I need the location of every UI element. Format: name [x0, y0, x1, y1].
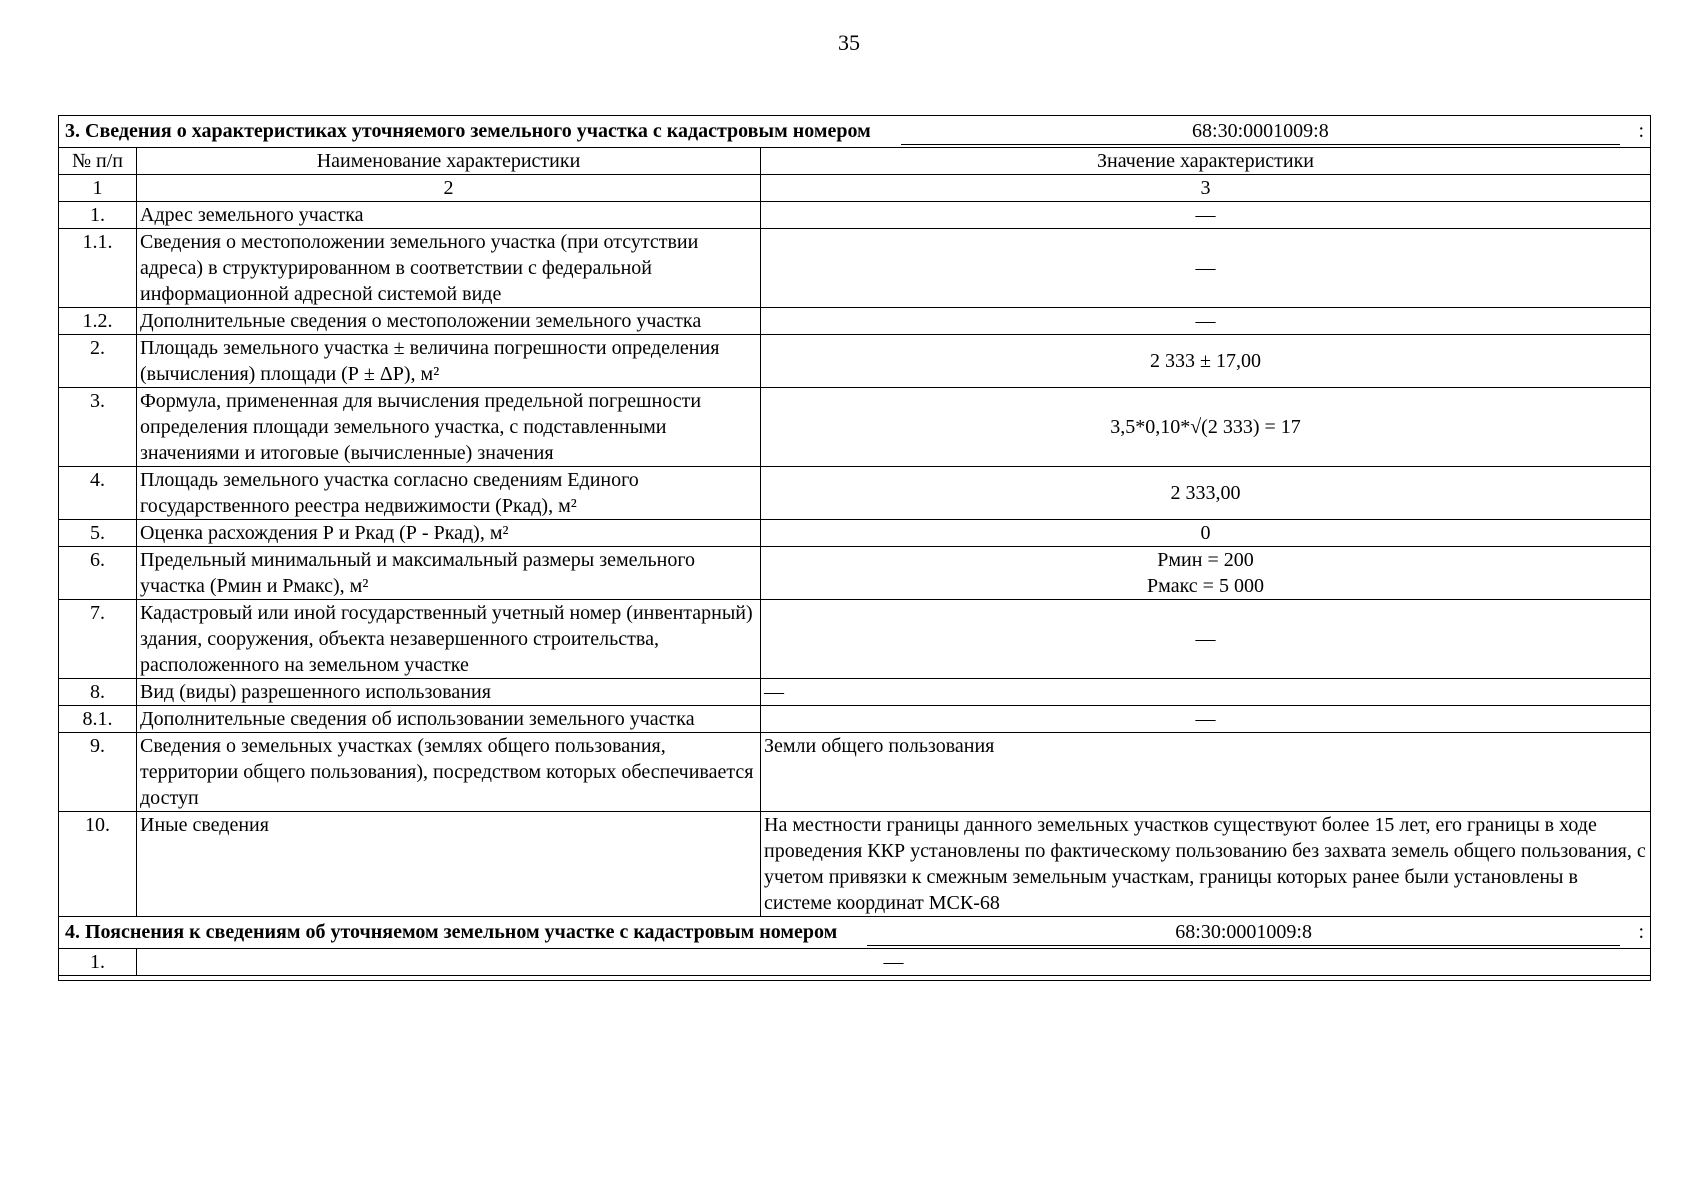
table-row [59, 229, 1651, 308]
row-name: Сведения о земельных участках (землях общего пользования, территории общего пользования), посредством которых обеспечивается доступ [137, 733, 761, 812]
characteristics-table [58, 115, 1651, 981]
table-row [59, 733, 1651, 812]
column-number-3: 3 [761, 175, 1651, 202]
row-name: Площадь земельного участка ± величина погрешности определения (вычисления) площади (Р ± ΔР), м² [137, 335, 761, 388]
row-name: Адрес земельного участка [137, 202, 761, 229]
row-number: 2. [59, 335, 137, 388]
section-4-header-row [59, 917, 1651, 949]
column-number-row [59, 175, 1651, 202]
table-row [59, 467, 1651, 520]
row-value: Земли общего пользования [761, 733, 1651, 812]
table-row [59, 679, 1651, 706]
row-number: 4. [59, 467, 137, 520]
row-value: — [761, 308, 1651, 335]
row-name: Вид (виды) разрешенного использования [137, 679, 761, 706]
row-number: 8.1. [59, 706, 137, 733]
row-number: 8. [59, 679, 137, 706]
row-value: 2 333,00 [761, 467, 1651, 520]
row-number: 9. [59, 733, 137, 812]
row-value-max: Рмакс = 5 000 [1147, 575, 1264, 597]
row-value: — [761, 679, 1651, 706]
page-number: 35 [838, 30, 860, 55]
column-header-name: Наименование характеристики [137, 148, 761, 175]
row-name: Дополнительные сведения о местоположении земельного участка [137, 308, 761, 335]
row-value: — [761, 600, 1651, 679]
table-row [59, 308, 1651, 335]
row-name: Оценка расхождения Р и Ркад (Р - Ркад), м² [137, 520, 761, 547]
row-name: Дополнительные сведения об использовании земельного участка [137, 706, 761, 733]
row-name: Иные сведения [137, 812, 761, 917]
row-name: Предельный минимальный и максимальный размеры земельного участка (Рмин и Рмакс), м² [137, 547, 761, 600]
table-row [59, 600, 1651, 679]
row-number: 10. [59, 812, 137, 917]
section-4-cadastral-number: 68:30:0001009:8 [867, 919, 1620, 946]
table-row [59, 547, 1651, 600]
row-value [761, 547, 1651, 600]
column-header-num: № п/п [59, 148, 137, 175]
table-row [59, 335, 1651, 388]
row-name: Формула, примененная для вычисления предельной погрешности определения площади земельного участка, с подставленными значениями и итоговые (вычисленные) значения [137, 388, 761, 467]
row-value: — [761, 229, 1651, 308]
section-3-header-row [59, 116, 1651, 148]
section-3-cadastral-number: 68:30:0001009:8 [901, 118, 1620, 145]
row-number: 1. [59, 949, 137, 976]
row-name: Сведения о местоположении земельного участка (при отсутствии адреса) в структурированном в соответствии с федеральной информационной адресной системой виде [137, 229, 761, 308]
table-row [59, 706, 1651, 733]
column-number-1: 1 [59, 175, 137, 202]
table-row [59, 202, 1651, 229]
row-number: 7. [59, 600, 137, 679]
row-value: — [137, 949, 1651, 976]
row-value-min: Рмин = 200 [1157, 549, 1254, 571]
table-row [59, 520, 1651, 547]
row-number: 3. [59, 388, 137, 467]
row-value: 2 333 ± 17,00 [761, 335, 1651, 388]
row-value: — [761, 202, 1651, 229]
column-number-2: 2 [137, 175, 761, 202]
row-value: 0 [761, 520, 1651, 547]
row-name: Площадь земельного участка согласно сведениям Единого государственного реестра недвижимости (Ркад), м² [137, 467, 761, 520]
table-row [59, 812, 1651, 917]
row-value: — [761, 706, 1651, 733]
row-number: 1. [59, 202, 137, 229]
section-4-title: 4. Пояснения к сведениям об уточняемом земельном участке с кадастровым номером [65, 921, 838, 943]
row-name: Кадастровый или иной государственный учетный номер (инвентарный) здания, сооружения, объекта незавершенного строительства, расположенного на земельном участке [137, 600, 761, 679]
section-4-colon: : [1638, 921, 1644, 943]
section-4-row [59, 949, 1651, 976]
row-number: 1.2. [59, 308, 137, 335]
table-bottom-band [59, 976, 1651, 981]
column-header-value: Значение характеристики [761, 148, 1651, 175]
row-number: 1.1. [59, 229, 137, 308]
column-header-row [59, 148, 1651, 175]
row-number: 6. [59, 547, 137, 600]
row-value: 3,5*0,10*√(2 333) = 17 [761, 388, 1651, 467]
section-3-colon: : [1638, 120, 1644, 142]
section-3-title: 3. Сведения о характеристиках уточняемого земельного участка с кадастровым номером [65, 120, 871, 142]
row-value: На местности границы данного земельных участков существуют более 15 лет, его границы в ходе проведения ККР установлены по фактическому пользованию без захвата земель общего пользования, с учетом привязки к смежным земельным участкам, границы которых ранее были установлены в системе координат МСК-68 [761, 812, 1651, 917]
table-row [59, 388, 1651, 467]
row-number: 5. [59, 520, 137, 547]
